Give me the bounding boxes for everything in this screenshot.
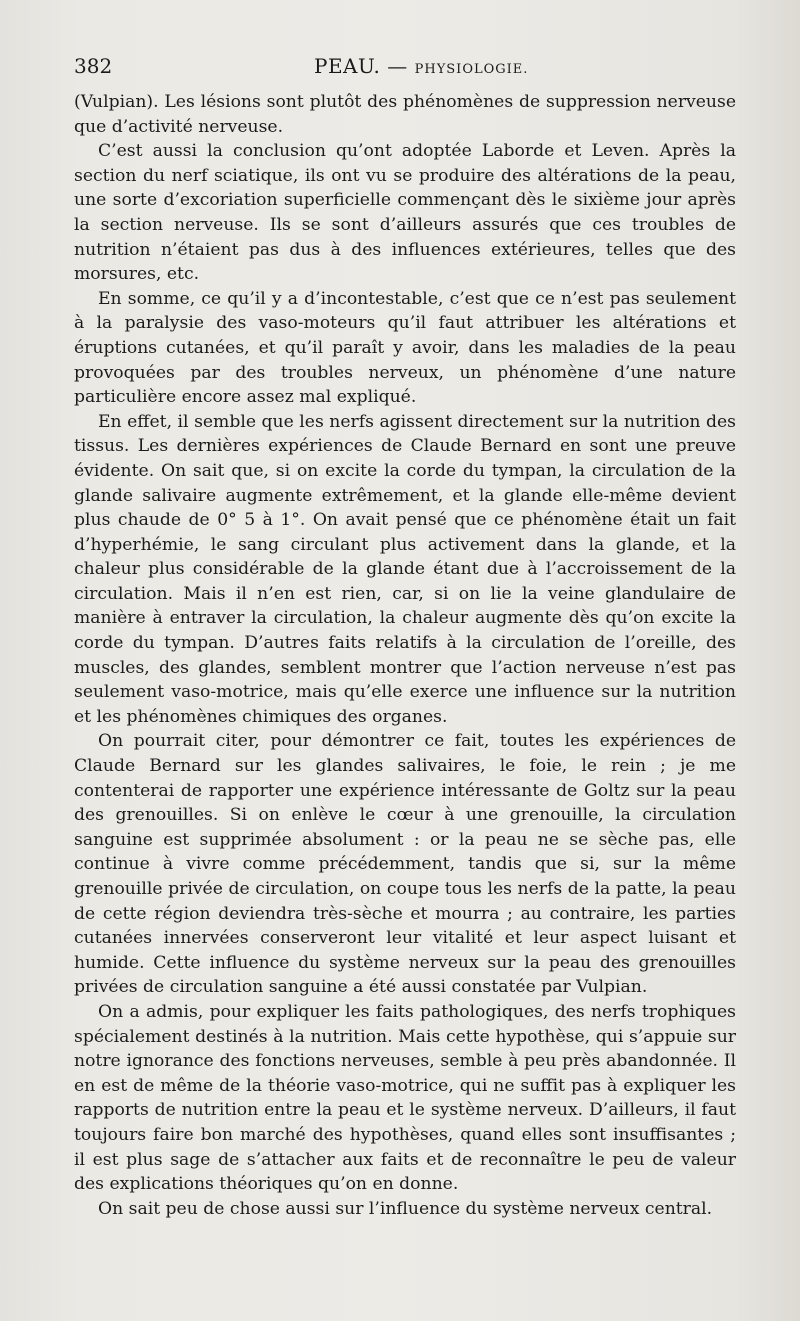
paragraph-continued: (Vulpian). Les lésions sont plutôt des phénomènes de suppression nerveuse que d’activité nerveuse. — [74, 92, 736, 137]
paragraph: C’est aussi la conclusion qu’ont adoptée Laborde et Leven. Après la section du nerf sciatique, ils ont vu se produire des altérations de la peau, une sorte d’excoriation superficielle commençant dès le sixième jour après la section nerveuse. Ils se sont d’ailleurs assurés que ces troubles de nutrition n’étaient pas dus à des influences extérieures, telles que des morsures, etc. — [74, 141, 736, 285]
paragraph: On pourrait citer, pour démontrer ce fait, toutes les expériences de Claude Bernard sur les glandes salivaires, le foie, le rein ; je me contenterai de rapporter une expérience intéressante de Goltz sur la peau des grenouilles. Si on enlève le cœur à une grenouille, la circulation sanguine est supprimée absolument : or la peau ne se sèche pas, elle continue à vivre comme précédemment, tandis que si, sur la même grenouille privée de circulation, on coupe tous les nerfs de la patte, la peau de cette région deviendra très-sèche et mourra ; au contraire, les parties cutanées innervées conserveront leur vitalité et leur aspect luisant et humide. Cette influence du système nerveux sur la peau des grenouilles privées de circulation sanguine a été aussi constatée par Vulpian. — [74, 731, 736, 998]
paragraph: On sait peu de chose aussi sur l’influence du système nerveux central. — [98, 1198, 713, 1219]
running-title — [314, 54, 528, 78]
running-title-section: PHYSIOLOGIE. — [414, 62, 529, 77]
page-number: 382 — [74, 54, 113, 78]
running-title-separator: — — [380, 54, 415, 78]
running-title-main: PEAU. — [314, 54, 381, 78]
paragraph: En somme, ce qu’il y a d’incontestable, c’est que ce n’est pas seulement à la paralysie des vaso-moteurs qu’il faut attribuer les altérations et éruptions cutanées, et qu’il paraît y avoir, dans les maladies de la peau provoquées par des troubles nerveux, un phénomène d’une nature particulière encore assez mal expliqué. — [74, 288, 736, 408]
paragraph: En effet, il semble que les nerfs agissent directement sur la nutrition des tissus. Les dernières expériences de Claude Bernard en sont une preuve évidente. On sait que, si on excite la corde du tympan, la circulation de la glande salivaire augmente extrêmement, et la glande elle-même devient plus chaude de 0° 5 à 1°. On avait pensé que ce phénomène était un fait d’hyperhémie, le sang circulant plus activement dans la glande, et la chaleur plus considérable de la glande étant due à l’accroissement de la circulation. Mais il n’en est rien, car, si on lie la veine glandulaire de manière à entraver la circulation, la chaleur augmente dès qu’on excite la corde du tympan. D’autres faits relatifs à la circulation de l’oreille, des muscles, des glandes, semblent montrer que l’action nerveuse n’est pas seulement vaso-motrice, mais qu’elle exerce une influence sur la nutrition et les phénomènes chimiques des organes. — [74, 411, 736, 727]
body-text — [74, 90, 736, 1221]
paragraph: On a admis, pour expliquer les faits pathologiques, des nerfs trophiques spécialement destinés à la nutrition. Mais cette hypothèse, qui s’appuie sur notre ignorance des fonctions nerveuses, semble à peu près abandonnée. Il en est de même de la théorie vaso-motrice, qui ne suffit pas à expliquer les rapports de nutrition entre la peau et le système nerveux. D’ailleurs, il faut toujours faire bon marché des hypothèses, quand elles sont insuffisantes ; il est plus sage de s’attacher aux faits et de reconnaître le peu de valeur des explications théoriques qu’on en donne. — [74, 1001, 736, 1195]
running-header — [74, 54, 730, 78]
